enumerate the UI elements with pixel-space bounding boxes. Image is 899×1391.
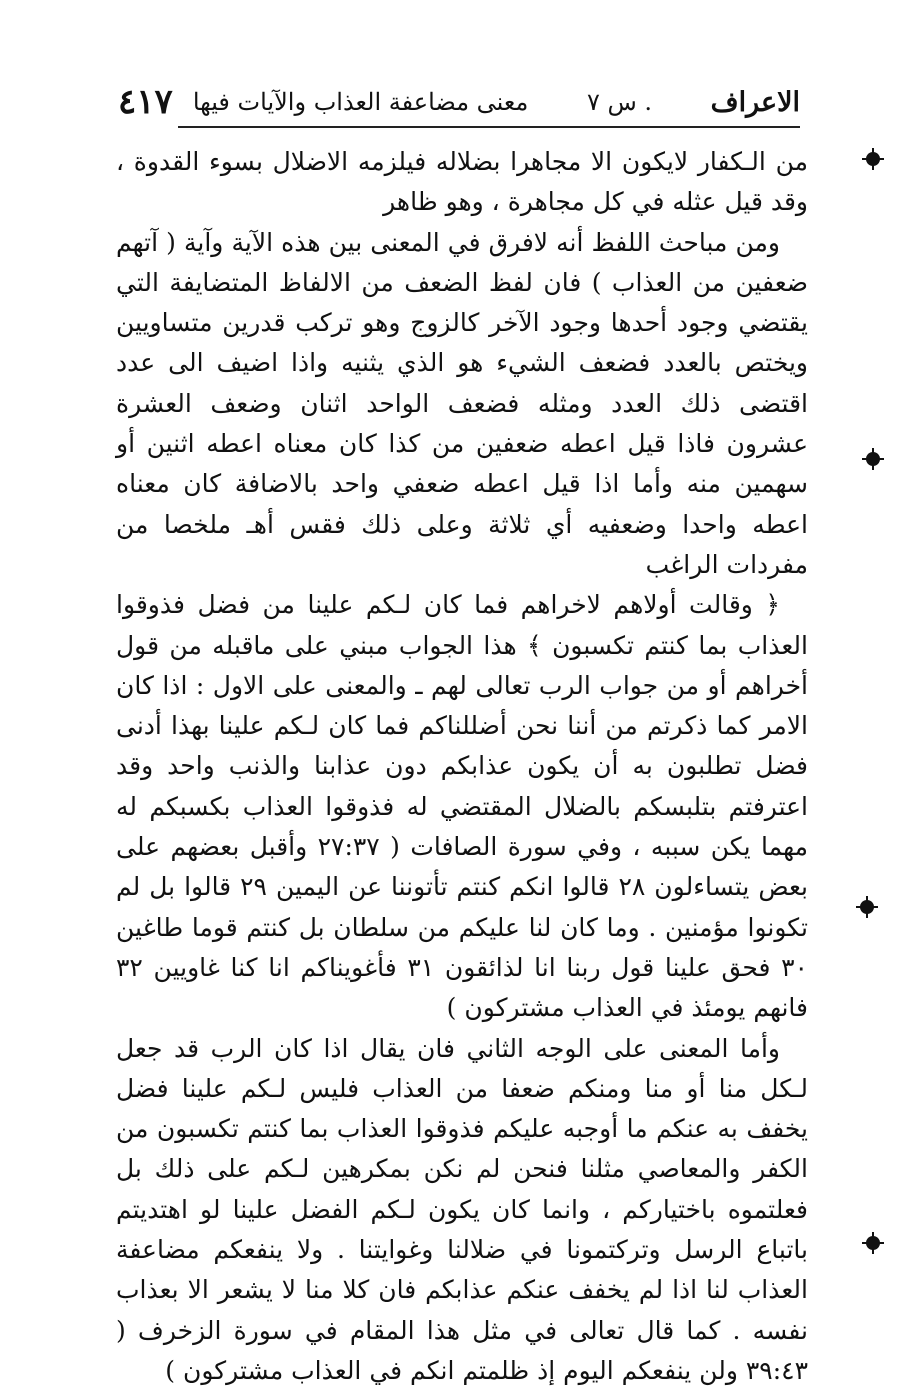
page-header: [118, 80, 800, 124]
chapter-title: الاعراف: [710, 86, 800, 118]
paragraph-2: ومن مباحث اللفظ أنه لافرق في المعنى بين هذه الآية وآية ( آتهم ضعفين من العذاب ) فان لفظ الضعف من الالفاظ المتضايفة التي يقتضي وجود أحدها وجود الآخر كالزوج وهو تركب قدرين متساويين ويختص بالعدد فضعف الشيء هو الذي يثنيه واذا اضيف الى عدد اقتضى ذلك العدد ومثله فضعف الواحد اثنان وضعف العشرة عشرون فاذا قيل اعطه ضعفين من كذا كان معناه اعطه اثنين أو سهمين منه وأما اذا قيل اعطه ضعفي واحد بالاضافة كان معناه اعطه واحدا وضعفيه أي ثلاثة وعلى ذلك فقس أهـ ملخصا من مفردات الراغب: [116, 227, 809, 579]
margin-bullet-icon: [866, 452, 880, 466]
page-number: ٤١٧: [118, 82, 173, 122]
paragraph-1: من الـكفار لايكون الا مجاهرا بضلاله فيلزمه الاضلال بسوء القدوة ، وقد قيل عثله في كل مجاهرة ، وهو ظاهر: [116, 147, 808, 217]
paragraph-4: وأما المعنى على الوجه الثاني فان يقال اذا كان الرب قد جعل لـكل منا أو منا ومنكم ضعفا من العذاب فليس لـكم علينا فضل يخفف به عنكم ما أوجبه عليكم فذوقوا العذاب بما كنتم تكسبون من الكفر والمعاصي مثلنا فنحن لم نكن بمكرهين لـكم على ذلك بل فعلتموه باختياركم ، وانما كان يكون لـكم الفضل علينا لو اهتديتم باتباع الرسل وتركتمونا في ضلالنا وغوايتنا . ولا ينفعكم مضاعفة العذاب لنا اذا لم يخفف عنكم عذابكم فان كلا منا لا يشعر الا بعذاب نفسه . كما قال تعالى في مثل هذا المقام في سورة الزخرف ( ٣٩:٤٣ ولن ينفعكم اليوم إذ ظلمتم انكم في العذاب مشتركون ): [116, 1033, 808, 1385]
header-rule: [178, 126, 800, 128]
paragraph-3-verse: ﴿ وقالت أولاهم لاخراهم فما كان لـكم علينا من فضل فذوقوا العذاب بما كنتم تكسبون ﴾ هذا الجواب مبني على ماقبله من قول أخراهم أو من جواب الرب تعالى لهم ـ والمعنى على الاول : اذا كان الامر كما ذكرتم من أننا نحن أضللناكم فما كان لـكم علينا بهذا أدنى فضل تطلبون به أن يكون عذابكم دون عذابنا والذنب واحد وقد اعترفتم بتلبسكم بالضلال المقتضي له فذوقوا العذاب بكسبكم له مهما يكن سببه ، وفي سورة الصافات ( ٢٧:٣٧ وأقبل بعضهم على بعض يتساءلون ٢٨ قالوا انكم كنتم تأتوننا عن اليمين ٢٩ قالوا بل لم تكونوا مؤمنين . وما كان لنا عليكم من سلطان بل كنتم قوما طاغين ٣٠ فحق علينا قول ربنا انا لذائقون ٣١ فأغويناكم انا كنا غاويين ٣٢ فانهم يومئذ في العذاب مشتركون ): [116, 590, 808, 1023]
chapter-reference: . س ٧: [586, 88, 653, 116]
margin-bullet-icon: [860, 900, 874, 914]
margin-bullet-icon: [866, 1236, 880, 1250]
section-topic: معنى مضاعفة العذاب والآيات فيها: [192, 88, 529, 116]
margin-bullet-icon: [866, 152, 880, 166]
header-left-group: [118, 82, 528, 122]
page-body: [116, 142, 808, 1391]
